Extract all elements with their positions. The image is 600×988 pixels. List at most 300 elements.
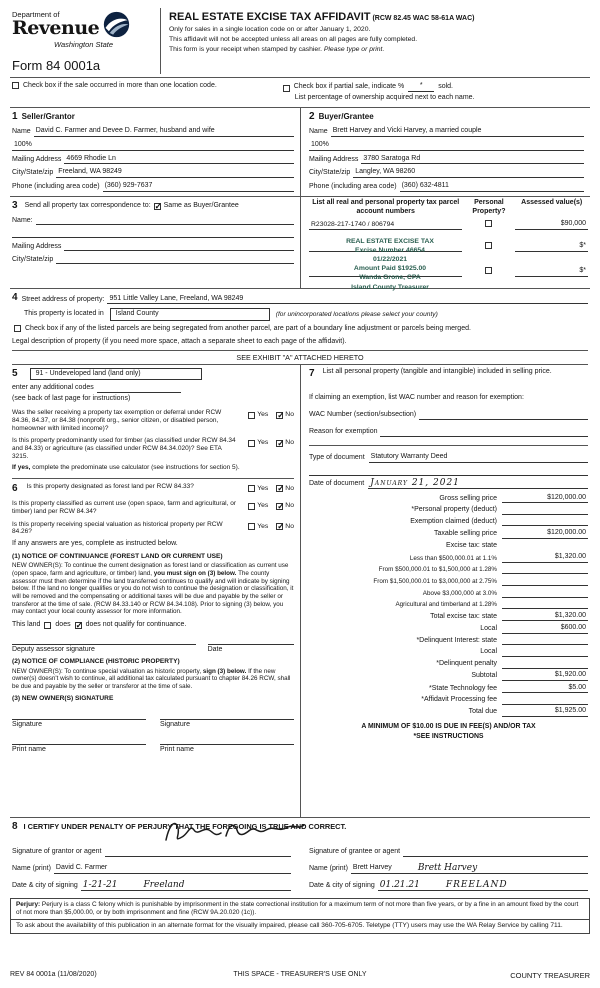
s6q1-no-checkbox[interactable] <box>276 485 283 492</box>
assessed-value-field[interactable]: $90,000 <box>515 220 588 230</box>
same-as-buyer-checkbox[interactable] <box>154 203 161 210</box>
print-name-label: Print name <box>160 745 194 753</box>
tax-row-agricultural <box>309 600 588 609</box>
tax-value-field[interactable] <box>502 589 588 598</box>
street-address-field[interactable]: 951 Little Valley Lane, Freeland, WA 98249 <box>107 295 588 305</box>
current-use-question-text: Is this property classified as current use (open space, farm and agricultural, or timber) land per RCW 84.34? <box>12 500 236 515</box>
continuance-qualify-row <box>12 621 294 630</box>
personal-property-header: Personal Property? <box>472 198 506 215</box>
document-date-label: Date of document <box>309 479 365 487</box>
footer-county-treasurer: COUNTY TREASURER <box>510 970 590 980</box>
tax-label: Above $3,000,000 at 3.0% <box>422 589 497 597</box>
additional-codes-field[interactable] <box>97 384 181 393</box>
seller-city-field[interactable]: Freeland, WA 98249 <box>56 168 294 178</box>
tax-value-field[interactable]: $1,925.00 <box>502 707 588 717</box>
header-note-3 <box>169 46 590 54</box>
section-7-number: 7 <box>309 367 315 379</box>
grantee-date-city-row <box>309 881 588 891</box>
document-date-field[interactable]: January 21, 2021 <box>368 479 588 489</box>
partial-sale-line <box>283 82 588 92</box>
section-8-number: 8 <box>12 820 18 832</box>
grantee-date-handwriting: 01.21.21 <box>379 880 420 890</box>
see-instructions-note: *SEE INSTRUCTIONS <box>413 732 484 740</box>
document-type-label: Type of document <box>309 453 365 461</box>
tax-row-exemption-deduct <box>309 517 588 526</box>
partial-sale-option <box>283 82 588 103</box>
correspondence-city-field[interactable] <box>56 255 294 264</box>
tax-row-bracket-3 <box>309 577 588 586</box>
exemption-deferral-answers <box>242 409 294 419</box>
tax-label: Subtotal <box>471 672 497 680</box>
section-4-number: 4 <box>12 291 18 303</box>
assessed-value-field[interactable]: $* <box>515 242 588 252</box>
stamp-line: Excise Number 46654 <box>355 246 425 254</box>
perjury-notice <box>10 898 590 920</box>
correspondence-blank-line[interactable] <box>12 229 294 238</box>
county-note: (for unincorporated locations please select your county) <box>275 310 438 318</box>
forest-land-answers <box>242 483 294 493</box>
grantor-name-field[interactable]: David C. Farmer <box>54 864 291 874</box>
s5q1-no-checkbox[interactable] <box>276 412 283 419</box>
washington-state-text: Washington State <box>54 40 114 50</box>
document-type-row <box>309 453 588 463</box>
treasurer-stamp <box>315 237 465 292</box>
correspondence-heading-row <box>12 200 294 213</box>
footer-rev-number: REV 84 0001a (11/08/2020) <box>10 970 97 978</box>
personal-property-heading-row <box>309 368 588 381</box>
tax-row-technology-fee <box>309 684 588 694</box>
notice-compliance-body <box>12 668 294 691</box>
tax-label: Total due <box>468 708 497 716</box>
document-type-blank-line[interactable] <box>309 467 588 476</box>
grantor-name-label: Name (print) <box>12 865 51 872</box>
grantor-signature-block <box>12 841 291 891</box>
tax-row-local <box>309 624 588 634</box>
tax-label: Less than $500,000.01 at 1.1% <box>409 554 497 562</box>
signature-label: Signature <box>160 720 190 728</box>
new-owner-signature-line-2[interactable] <box>160 719 294 730</box>
tax-label: *Personal property (deduct) <box>411 506 497 514</box>
seller-address-field[interactable]: 4669 Rhodie Ln <box>64 155 294 165</box>
wac-number-field[interactable] <box>419 411 588 420</box>
personal-property-text: List all personal property (tangible and intangible) included in selling price. <box>322 367 552 375</box>
grantee-signature-handwriting: Brett Harvey <box>417 863 478 873</box>
exemption-claim-label: If claiming an exemption, list WAC number and reason for exemption: <box>309 394 524 401</box>
correspondence-label: Send all property tax correspondence to: <box>24 201 151 209</box>
grantee-city-handwriting: FREELAND <box>445 880 508 890</box>
grantor-name-row <box>12 864 291 874</box>
ownership-percent-note: List percentage of ownership acquired next to each name. <box>294 93 475 101</box>
notice-continuance-title: (1) NOTICE OF CONTINUANCE (FOREST LAND OR CURRENT USE) <box>12 553 223 561</box>
tax-value-field[interactable]: $120,000.00 <box>502 494 588 504</box>
new-owner-printname-row <box>12 744 294 755</box>
tax-label: *Affidavit Processing fee <box>421 696 497 704</box>
perjury-text: Perjury is a class C felony which is punishable by imprisonment in the state correctional institution for a maximum term of not more than five years, or by a fine in an amount fixed by the court of not more than $5,000.00, or by both imprisonment and fine (RCW 9A.20.020 (1c)). <box>16 901 579 916</box>
deputy-assessor-date-line[interactable] <box>208 644 294 655</box>
tax-value-field[interactable] <box>502 660 588 669</box>
parcel-table-header <box>309 199 588 217</box>
exemption-reason-row <box>309 428 588 437</box>
tax-row-personal-deduct <box>309 506 588 515</box>
tax-row-total-due <box>309 707 588 717</box>
main-grid <box>10 365 590 817</box>
current-use-answers <box>242 500 294 510</box>
perjury-bold: Perjury: <box>16 901 41 908</box>
partial-sale-label: Check box if partial sale, indicate % <box>293 83 405 90</box>
grantor-signature-field[interactable] <box>105 848 291 857</box>
forest-land-question <box>12 483 294 496</box>
revenue-logo-icon <box>103 11 130 38</box>
document-date-row <box>309 479 588 489</box>
tax-row-gross <box>309 494 588 504</box>
tax-row-total-state <box>309 612 588 622</box>
tax-value-field[interactable] <box>502 696 588 705</box>
property-location-section <box>10 288 590 365</box>
tax-row-delinquent-interest-local <box>309 648 588 657</box>
land-use-section <box>12 368 294 472</box>
tax-value-field[interactable] <box>502 565 588 574</box>
tax-value-field[interactable] <box>502 600 588 609</box>
revenue-wordmark: Revenue <box>12 17 100 40</box>
s6q3-yes-checkbox[interactable] <box>248 523 255 530</box>
timber-answers <box>242 437 294 447</box>
multi-location-option <box>12 82 283 103</box>
tax-value-field[interactable] <box>502 636 588 645</box>
additional-codes-row <box>12 384 181 393</box>
street-address-row <box>12 292 588 305</box>
form-title: REAL ESTATE EXCISE TAX AFFIDAVIT <box>169 11 371 23</box>
s5q2-yes-checkbox[interactable] <box>248 440 255 447</box>
grantor-city-handwriting: Freeland <box>143 879 185 890</box>
historic-answers <box>242 521 294 531</box>
legal-description-label: Legal description of property (if you need more space, attach a separate sheet to each page of the affidavit). <box>12 337 347 345</box>
tax-label: Local <box>480 648 497 656</box>
tax-label: Exemption claimed (deduct) <box>410 517 497 525</box>
footer-treasurer-space: THIS SPACE - TREASURER'S USE ONLY <box>233 970 367 978</box>
tax-value-field[interactable] <box>502 577 588 586</box>
multi-location-label: Check box if the sale occurred in more than one location code. <box>23 82 217 89</box>
no-label: No <box>285 502 294 510</box>
segregated-checkbox[interactable] <box>14 325 21 332</box>
tax-computation-panel <box>309 445 588 817</box>
partial-sale-sold-label: sold. <box>438 83 454 90</box>
parcel-table <box>300 197 590 291</box>
multi-location-checkbox[interactable] <box>12 82 19 89</box>
segregated-label: Check box if any of the listed parcels are being segregated from another parcel, are part of a boundary line adjustment or parcels being merged. <box>25 325 471 332</box>
personal-property-checkbox-2[interactable] <box>485 242 492 249</box>
located-in-label: This property is located in <box>24 310 104 318</box>
yes-label: Yes <box>257 411 269 418</box>
document-type-field[interactable]: Statutory Warranty Deed <box>369 453 588 463</box>
correspondence-city-label: City/State/zip <box>12 255 54 263</box>
does-not-qualify-checkbox[interactable] <box>75 622 82 629</box>
tax-label: Agricultural and timberland at 1.28% <box>395 601 497 609</box>
tax-label: Gross selling price <box>439 494 497 502</box>
new-owner-printname-line-2[interactable] <box>160 744 294 755</box>
tax-value-field[interactable]: $1,920.00 <box>502 671 588 681</box>
stamp-line: Wanda Grone, CPA <box>359 274 421 282</box>
forest-land-question-text: Is this property designated as forest land per RCW 84.33? <box>26 482 194 490</box>
stamp-line: 01/22/2021 <box>372 256 408 264</box>
parcel-row <box>309 220 588 230</box>
personal-property-section <box>309 368 588 437</box>
land-use-code-field[interactable]: 91 - Undeveloped land (land only) <box>30 368 202 381</box>
s6q2-no-checkbox[interactable] <box>276 503 283 510</box>
alternate-format-notice: To ask about the availability of this publication in an alternate format for the visually impaired, please call 360-705-6705. Teletype (TTY) users may use the WA Relay Service by calling 711. <box>10 920 590 934</box>
section-6-number: 6 <box>12 482 18 494</box>
tax-row-bracket-1 <box>309 553 588 563</box>
if-any-yes-note: If any answers are yes, complete as instructed below. <box>12 540 178 548</box>
page-footer <box>10 971 590 980</box>
certify-statement: I CERTIFY UNDER PENALTY OF PERJURY THAT THE FOREGOING IS TRUE AND CORRECT. <box>23 821 347 831</box>
buyer-name-field[interactable]: Brett Harvey and Vicki Harvey, a married couple <box>331 127 584 137</box>
predominate-use-note <box>12 464 294 472</box>
correspondence-name-label: Name: <box>12 216 33 224</box>
tax-value-field[interactable]: $1,320.00 <box>502 612 588 622</box>
yes-label: Yes <box>257 439 269 447</box>
use-code-row <box>12 368 294 381</box>
s5q1-yes-checkbox[interactable] <box>248 412 255 419</box>
buyer-city-field[interactable]: Langley, WA 98260 <box>353 168 584 178</box>
correspondence-parcels-row <box>10 196 590 291</box>
assessed-value-field[interactable]: $* <box>515 267 588 277</box>
deputy-assessor-row <box>12 644 294 655</box>
yes-label: Yes <box>257 502 269 510</box>
partial-sale-checkbox[interactable] <box>283 85 290 92</box>
parcel-number-field[interactable]: R23028-217-1740 / 806794 <box>309 221 462 230</box>
tax-label: Total excise tax: state <box>430 612 497 620</box>
left-column <box>10 365 300 817</box>
seller-percent-field[interactable]: 100% <box>12 141 294 151</box>
deputy-assessor-label: Deputy assessor signature <box>12 645 95 653</box>
stamp-line: REAL ESTATE EXCISE TAX <box>346 237 434 245</box>
tax-label: From $1,500,000.01 to $3,000,000 at 2.75% <box>373 578 497 586</box>
form-header <box>10 8 590 78</box>
personal-property-checkbox-3[interactable] <box>485 267 492 274</box>
seller-address-label: Mailing Address <box>12 155 62 163</box>
deputy-assessor-signature-line[interactable] <box>12 644 196 655</box>
header-note-1: Only for sales in a single location code on or after January 1, 2020. <box>169 26 371 34</box>
notice2-post: If the new owner(s) doesn't wish to continue, all additional tax calculated pursuant to chapter 84.26 RCW, shall be due and payable by the seller or transferor at the time of sale. <box>12 667 291 691</box>
grantee-date-city-field[interactable] <box>378 881 588 891</box>
seller-heading: Seller/Grantor <box>21 111 75 121</box>
grantee-name-print: Brett Harvey <box>352 864 392 872</box>
street-address-label: Street address of property: <box>21 295 105 303</box>
no-label: No <box>285 522 294 530</box>
seller-phone-label: Phone (including area code) <box>12 183 100 190</box>
does-label: does <box>55 620 71 628</box>
exemption-reason-label: Reason for exemption <box>309 428 378 435</box>
back-page-note: (see back of last page for instructions) <box>12 395 131 403</box>
same-as-buyer-label: Same as Buyer/Grantee <box>163 201 239 209</box>
notice2-pre: NEW OWNER(S): To continue special valuation as historic property, <box>12 667 203 675</box>
exemption-reason-field[interactable] <box>380 428 588 437</box>
tax-value-field[interactable]: $120,000.00 <box>502 529 588 539</box>
signature-label: Signature <box>12 720 42 728</box>
notice-compliance-title: (2) NOTICE OF COMPLIANCE (HISTORIC PROPERTY) <box>12 658 180 666</box>
tax-value-field[interactable]: $5.00 <box>502 684 588 694</box>
tax-row-delinquent-penalty <box>309 660 588 669</box>
wac-number-label: WAC Number (section/subsection) <box>309 411 417 418</box>
grantee-name-field[interactable] <box>351 864 588 874</box>
if-yes-bold: If yes, <box>12 463 31 471</box>
tax-label: From $500,000.01 to $1,500,000 at 1.28% <box>378 566 497 574</box>
grantee-date-city-label: Date & city of signing <box>309 882 375 890</box>
section-1-number: 1 <box>12 110 18 122</box>
no-label: No <box>285 411 294 418</box>
tax-value-field[interactable]: $600.00 <box>502 624 588 634</box>
no-label: No <box>285 484 294 492</box>
personal-property-cell <box>462 267 515 277</box>
s6q1-yes-checkbox[interactable] <box>248 485 255 492</box>
personal-property-checkbox-1[interactable] <box>485 220 492 227</box>
tax-value-field[interactable] <box>502 517 588 526</box>
assessed-value-header: Assessed value(s) <box>521 198 583 206</box>
grantee-name-row <box>309 864 588 874</box>
title-line <box>169 11 590 25</box>
s6q2-yes-checkbox[interactable] <box>248 503 255 510</box>
notice-continuance-body <box>12 562 294 616</box>
new-owner-printname-line-1[interactable] <box>12 744 146 755</box>
title-block <box>160 8 590 74</box>
tax-value-field <box>502 541 588 550</box>
tax-row-excise-state <box>309 541 588 550</box>
buyer-percent-field[interactable]: 100% <box>309 141 584 151</box>
notice1-bold: you must sign on (3) below. <box>153 569 237 577</box>
certification-section <box>10 817 590 894</box>
grantee-signature-block <box>309 841 588 891</box>
new-owner-signature-line-1[interactable] <box>12 719 146 730</box>
correspondence-section <box>10 197 300 288</box>
form-title-rcw: (RCW 82.45 WAC 58-61A WAC) <box>372 15 475 22</box>
county-row <box>24 308 588 321</box>
grantee-name-label: Name (print) <box>309 865 348 873</box>
historic-question <box>12 521 294 537</box>
tax-row-delinquent-interest-state <box>309 636 588 645</box>
correspondence-address-field[interactable] <box>64 242 294 251</box>
seller-section <box>10 108 300 196</box>
timber-question-text: Is this property predominantly used for timber (as classified under RCW 84.34 and 84.33) or agriculture (as classified under RCW 84.34.020)? See ETA 3215. <box>12 437 236 460</box>
seller-name-label: Name <box>12 128 31 135</box>
tax-rows <box>309 494 588 718</box>
grantor-signature-label: Signature of grantor or agent <box>12 848 102 856</box>
tax-row-subtotal <box>309 671 588 681</box>
notice1-post: The county assessor must then determine if the land transferred continues to qualify and will indicate by signing below. If the land no longer qualifies or you do not wish to continue the designation or classification, it will be removed and the compensating or additional taxes will be due and payable by the seller or transferor at the time of sale. (RCW 84.33.140 or RCW 84.34.108). Prior to signing (3) below, you may contact your local county assessor for more information. <box>12 569 294 616</box>
grantor-date-city-label: Date & city of signing <box>12 882 78 889</box>
buyer-section <box>300 108 590 196</box>
historic-question-text: Is this property receiving special valuation as historical property per RCW 84.26? <box>12 520 223 536</box>
county-select[interactable]: Island County <box>110 308 270 321</box>
buyer-address-field[interactable]: 3780 Saratoga Rd <box>361 155 584 165</box>
tax-row-bracket-4 <box>309 589 588 598</box>
personal-property-cell <box>462 242 515 252</box>
grantee-signature-field[interactable] <box>403 848 588 857</box>
buyer-phone-field[interactable]: (360) 632-4811 <box>400 182 584 192</box>
yes-label: Yes <box>257 484 269 492</box>
no-label: No <box>285 439 294 447</box>
right-column <box>300 365 590 817</box>
this-land-label: This land <box>12 620 41 628</box>
notice2-bold: sign (3) below. <box>202 667 247 675</box>
stamp-line: Amount Paid $1925.00 <box>353 265 427 273</box>
tax-label: Local <box>480 625 497 633</box>
buyer-heading: Buyer/Grantee <box>318 111 374 121</box>
minimum-due-note: A MINIMUM OF $10.00 IS DUE IN FEE(S) AND/OR TAX <box>361 723 536 731</box>
tax-label: Excise tax: state <box>446 541 497 549</box>
tax-row-processing-fee <box>309 696 588 705</box>
stamp-line: Island County Treasurer <box>351 283 429 291</box>
additional-codes-label: enter any additional codes <box>12 384 94 392</box>
partial-sale-percent-field[interactable]: * <box>408 82 434 92</box>
tax-value-field[interactable] <box>502 648 588 657</box>
grantor-date-city-field[interactable] <box>81 881 291 891</box>
grantor-date-city-row <box>12 881 291 891</box>
does-not-label: does not qualify for continuance. <box>85 620 187 628</box>
grantor-date-handwriting: 1-21-21 <box>82 879 118 890</box>
agency-block <box>10 8 160 74</box>
grantee-signature-row <box>309 848 588 857</box>
buyer-address-label: Mailing Address <box>309 155 359 163</box>
notice1-pre: NEW OWNER(S): To continue the current designation as forest land or classification as current use (open space, farm and agriculture, or timber) land, <box>12 562 289 577</box>
seller-phone-field[interactable]: (360) 929-7637 <box>103 182 294 192</box>
tax-value-field[interactable] <box>502 506 588 515</box>
tax-label: *Delinquent penalty <box>436 659 497 667</box>
does-qualify-checkbox[interactable] <box>44 622 51 629</box>
buyer-heading-row <box>309 111 584 124</box>
buyer-name-label: Name <box>309 128 328 135</box>
header-note-3-italic: Please type or print. <box>323 46 385 54</box>
yes-label: Yes <box>257 522 269 530</box>
timber-question <box>12 437 294 460</box>
grantor-signature-row <box>12 848 291 857</box>
segregated-row <box>14 325 588 334</box>
s6q3-no-checkbox[interactable] <box>276 523 283 530</box>
continuance-section <box>12 478 294 755</box>
section-2-number: 2 <box>309 110 315 122</box>
section-5-number: 5 <box>12 367 18 379</box>
correspondence-address-label: Mailing Address <box>12 242 62 250</box>
print-name-label: Print name <box>12 745 46 753</box>
buyer-phone-label: Phone (including area code) <box>309 183 397 190</box>
seller-heading-row <box>12 111 294 124</box>
legal-description-field[interactable]: SEE EXHIBIT "A" ATTACHED HERETO <box>12 350 588 365</box>
deputy-date-label: Date <box>207 645 223 653</box>
tax-row-bracket-2 <box>309 565 588 574</box>
personal-property-cell <box>462 220 515 230</box>
new-owner-signature-title: (3) NEW OWNER(S) SIGNATURE <box>12 694 114 702</box>
new-owner-signature-row <box>12 719 294 730</box>
seller-name-field[interactable]: David C. Farmer and Devee D. Farmer, husband and wife <box>34 127 294 137</box>
agency-logo-row <box>12 10 156 38</box>
current-use-question <box>12 500 294 516</box>
signature-columns <box>12 841 588 891</box>
tax-label: *State Technology fee <box>429 684 497 692</box>
exemption-deferral-question <box>12 409 294 432</box>
tax-value-field[interactable]: $1,320.00 <box>502 553 588 563</box>
certify-heading-row <box>12 821 588 834</box>
tax-row-taxable <box>309 529 588 539</box>
header-note-3-text: This form is your receipt when stamped by cashier. <box>169 46 322 54</box>
seller-city-label: City/State/zip <box>12 169 54 177</box>
tax-label: *Delinquent Interest: state <box>416 636 497 644</box>
department-of-text: Department of <box>12 10 60 19</box>
s5q2-no-checkbox[interactable] <box>276 440 283 447</box>
top-checkbox-row <box>10 78 590 108</box>
correspondence-name-field[interactable] <box>36 216 294 225</box>
form-number: Form 84 0001a <box>12 57 101 73</box>
buyer-city-label: City/State/zip <box>309 169 351 177</box>
tax-label: Taxable selling price <box>433 530 497 538</box>
